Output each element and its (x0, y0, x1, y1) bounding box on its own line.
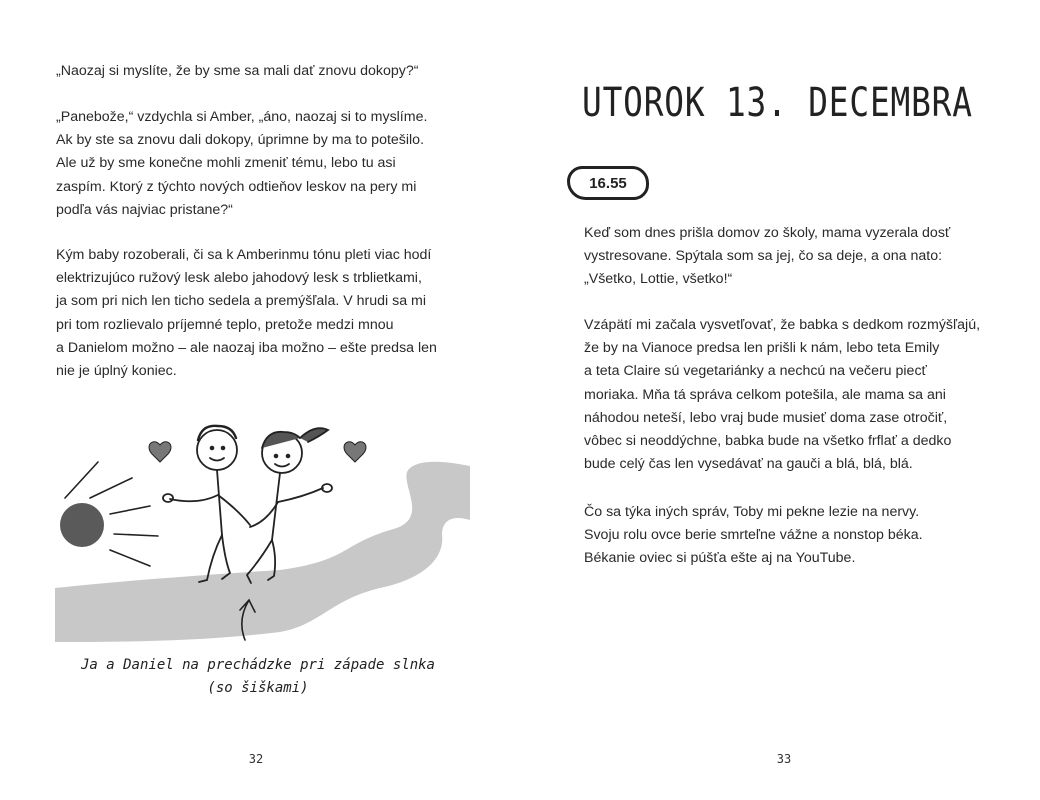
left-paragraph-1 (56, 60, 419, 83)
time-label: 16.55 (589, 174, 627, 192)
text-line: vôbec si neoddýchne, babka bude na všetko frflať a dedko (584, 432, 952, 449)
text-line: nie je úplný koniec. (56, 362, 177, 379)
heart-left (149, 442, 171, 462)
sun-shape (60, 503, 104, 547)
heart-right (344, 442, 366, 462)
text-line: bude celý čas len vysedávať na gauči a blá, blá, blá. (584, 456, 913, 473)
text-line: Ak by ste sa znovu dali dokopy, úprimne by ma to potešilo. (56, 132, 425, 149)
illustration-caption-line-2: (so šiškami) (207, 680, 309, 696)
right-paragraph-1 (584, 222, 950, 292)
couple-sunset-illustration (50, 410, 480, 650)
text-line: a Danielom možno – ale naozaj iba možno – ešte predsa len (56, 339, 437, 356)
girl-figure (247, 428, 332, 583)
page-number-left: 32 (248, 752, 264, 766)
text-line: a teta Claire sú vegetariánky a nechcú na večeru piecť (584, 363, 927, 380)
right-paragraph-3 (584, 501, 923, 571)
right-paragraph-2 (584, 314, 980, 476)
text-line: Békanie oviec si púšťa ešte aj na YouTube. (584, 550, 856, 567)
text-line: podľa vás najviac pristane?“ (56, 201, 233, 218)
text-line: Keď som dnes prišla domov zo školy, mama vyzerala dosť (584, 225, 951, 241)
text-line: ja som pri nich len ticho sedela a premýšľala. V hrudi sa mi (56, 293, 427, 310)
text-line: elektrizujúco ružový lesk alebo jahodový lesk s trblietkami, (56, 270, 422, 287)
left-paragraph-3 (56, 244, 437, 383)
text-line: náhodou neteší, lebo vraj bude musieť doma zase otročiť, (584, 409, 948, 426)
text-line: Kým baby rozoberali, či sa k Amberinmu tónu pleti viac hodí (56, 247, 432, 263)
text-line: pri tom rozlievalo príjemné teplo, pretože medzi mnou (56, 316, 394, 333)
text-line: „Panebože,“ vzdychla si Amber, „áno, naozaj si to myslíme. (56, 109, 428, 125)
text-line: zaspím. Ktorý z týchto nových odtieňov leskov na pery mi (56, 178, 417, 195)
text-line: Ale už by sme konečne mohli zmeniť tému, lebo tu asi (56, 155, 396, 172)
left-paragraph-2 (56, 106, 427, 222)
path-shape (55, 462, 470, 642)
text-line: „Naozaj si myslíte, že by sme sa mali dať znovu dokopy?“ (56, 63, 419, 79)
text-line: vystresovane. Spýtala som sa jej, čo sa deje, a ona nato: (584, 248, 943, 265)
text-line: moriaka. Mňa tá správa celkom potešila, ale mama sa ani (584, 386, 946, 403)
time-badge (567, 166, 649, 200)
page-number-right: 33 (776, 752, 792, 766)
date-heading: UTOROK 13. DECEMBRA (582, 80, 973, 126)
boy-figure (163, 426, 250, 582)
text-line: „Všetko, Lottie, všetko!“ (584, 271, 733, 288)
text-line: Čo sa týka iných správ, Toby mi pekne lezie na nervy. (584, 504, 920, 520)
text-line: že by na Vianoce predsa len prišli k nám, lebo teta Emily (584, 340, 940, 357)
illustration-caption-line-1: Ja a Daniel na prechádzke pri západe slnka (80, 657, 435, 673)
right-page (520, 0, 1040, 800)
text-line: Vzápätí mi začala vysvetľovať, že babka s dedkom rozmýšľajú, (584, 317, 981, 333)
text-line: Svoju rolu ovce berie smrteľne vážne a nonstop béka. (584, 527, 923, 544)
